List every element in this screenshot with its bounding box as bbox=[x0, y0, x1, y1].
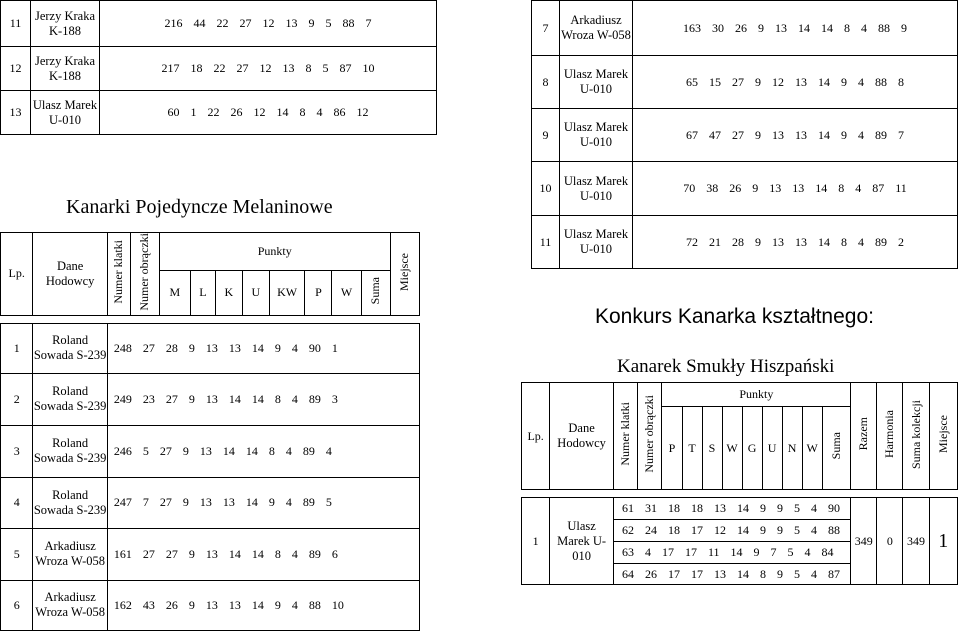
breeder-cell: Ulasz Marek U-010 bbox=[560, 109, 633, 162]
scores-cell: 70 38 26 9 13 13 14 8 4 87 11 bbox=[633, 162, 958, 216]
score-line: 63 4 17 17 11 14 9 7 5 4 84 bbox=[614, 542, 850, 564]
p-header: P bbox=[662, 407, 682, 490]
breeder-cell: Roland Sowada S-239 bbox=[33, 425, 108, 477]
ring-number-header: Numer obrączki bbox=[638, 383, 662, 490]
header-row bbox=[1, 233, 420, 271]
collection-sum-cell: 349 bbox=[903, 498, 929, 585]
m-header: M bbox=[159, 271, 190, 315]
breeder-cell: Roland Sowada S-239 bbox=[33, 323, 108, 373]
l-header: L bbox=[191, 271, 216, 315]
s-header: S bbox=[702, 407, 722, 490]
scores-cell: 67 47 27 9 13 13 14 9 4 89 7 bbox=[633, 109, 958, 162]
score-line: 64 26 17 17 13 14 8 9 5 4 87 bbox=[621, 567, 840, 581]
breeder-cell: Arkadiusz Wroza W-058 bbox=[560, 1, 633, 56]
breeder-cell: Roland Sowada S-239 bbox=[33, 477, 108, 528]
lp-cell: 2 bbox=[1, 373, 33, 425]
table-row bbox=[1, 425, 420, 477]
scores-cell: 161 27 27 9 13 14 14 8 4 89 6 bbox=[107, 528, 419, 580]
p-header: P bbox=[305, 271, 332, 315]
lp-cell: 1 bbox=[1, 323, 33, 373]
breeder-cell: Ulasz Marek U-010 bbox=[560, 216, 633, 269]
lp-cell: 3 bbox=[1, 425, 33, 477]
scores-cell: 162 43 26 9 13 13 14 9 4 88 10 bbox=[107, 580, 419, 630]
n-header: N bbox=[782, 407, 802, 490]
scores-cell: 65 15 27 9 12 13 14 9 4 88 8 bbox=[633, 56, 958, 109]
scores-cell: 246 5 27 9 13 14 14 8 4 89 4 bbox=[107, 425, 419, 477]
breeder-cell: Ulasz Marek U-010 bbox=[31, 91, 100, 135]
lp-cell: 8 bbox=[532, 56, 560, 109]
lp-cell: 12 bbox=[1, 47, 31, 91]
melanin-section-title: Kanarki Pojedyncze Melaninowe bbox=[66, 196, 333, 218]
contest-title: Konkurs Kanarka kształtnego: bbox=[595, 305, 874, 328]
place-cell: 1 bbox=[929, 498, 957, 585]
lp-cell: 9 bbox=[532, 109, 560, 162]
contest-table bbox=[521, 382, 958, 585]
table-row bbox=[1, 477, 420, 528]
total-header: Razem bbox=[851, 383, 877, 490]
harmony-cell: 0 bbox=[877, 498, 903, 585]
table-row bbox=[532, 162, 958, 216]
scores-cell: 217 18 22 27 12 13 8 5 87 10 bbox=[100, 47, 437, 91]
table-row bbox=[1, 91, 437, 135]
breeder-cell: Arkadiusz Wroza W-058 bbox=[33, 528, 108, 580]
breeder-cell: Ulasz Marek U-010 bbox=[550, 498, 614, 585]
breeder-cell: Arkadiusz Wroza W-058 bbox=[33, 580, 108, 630]
points-header: Punkty bbox=[662, 383, 851, 407]
lp-cell: 13 bbox=[1, 91, 31, 135]
table-row bbox=[1, 47, 437, 91]
scores-cell: 60 1 22 26 12 14 8 4 86 12 bbox=[100, 91, 437, 135]
u-header: U bbox=[762, 407, 782, 490]
lp-cell: 11 bbox=[1, 1, 31, 47]
scores-cell: 216 44 22 27 12 13 9 5 88 7 bbox=[100, 1, 437, 47]
table-row bbox=[532, 56, 958, 109]
table-row bbox=[522, 498, 958, 585]
melanin-table bbox=[0, 232, 420, 631]
header-row bbox=[522, 383, 958, 407]
score-line: 62 24 18 17 12 14 9 9 5 4 88 bbox=[614, 520, 850, 542]
k-header: K bbox=[215, 271, 242, 315]
cage-number-header: Numer klatki bbox=[613, 383, 637, 490]
breeder-cell: Jerzy Kraka K-188 bbox=[31, 1, 100, 47]
table-row bbox=[1, 528, 420, 580]
scores-cell: 248 27 28 9 13 13 14 9 4 90 1 bbox=[107, 323, 419, 373]
t-header: T bbox=[682, 407, 702, 490]
table-row bbox=[1, 580, 420, 630]
harmony-header: Harmonia bbox=[877, 383, 903, 490]
collection-sum-header: Suma kolekcji bbox=[903, 383, 929, 490]
scores-cell: 163 30 26 9 13 14 14 8 4 88 9 bbox=[633, 1, 958, 56]
lp-cell: 11 bbox=[532, 216, 560, 269]
lp-header: Lp. bbox=[1, 233, 33, 316]
ring-number-header: Numer obrączki bbox=[130, 233, 159, 316]
table-row bbox=[1, 323, 420, 373]
breeder-header: Dane Hodowcy bbox=[550, 383, 614, 490]
g-header: G bbox=[742, 407, 762, 490]
w-header: W bbox=[722, 407, 742, 490]
lp-cell: 5 bbox=[1, 528, 33, 580]
table-row bbox=[532, 109, 958, 162]
kw-header: KW bbox=[269, 271, 305, 315]
lp-cell: 4 bbox=[1, 477, 33, 528]
sum-header: Suma bbox=[822, 407, 851, 490]
total-cell: 349 bbox=[851, 498, 877, 585]
scores-cell: 247 7 27 9 13 13 14 9 4 89 5 bbox=[107, 477, 419, 528]
top-left-table bbox=[0, 0, 437, 135]
lp-cell: 7 bbox=[532, 1, 560, 56]
top-right-table bbox=[531, 0, 958, 269]
table-row bbox=[532, 1, 958, 56]
table-row bbox=[532, 216, 958, 269]
scores-cell: 249 23 27 9 13 14 14 8 4 89 3 bbox=[107, 373, 419, 425]
scores-block bbox=[613, 498, 850, 585]
place-header: Miejsce bbox=[390, 233, 419, 316]
contest-subtitle: Kanarek Smukły Hiszpański bbox=[617, 356, 835, 377]
breeder-cell: Ulasz Marek U-010 bbox=[560, 162, 633, 216]
points-header: Punkty bbox=[159, 233, 390, 271]
cage-number-header: Numer klatki bbox=[107, 233, 130, 316]
lp-header: Lp. bbox=[522, 383, 550, 490]
sum-header: Suma bbox=[361, 271, 390, 315]
lp-cell: 10 bbox=[532, 162, 560, 216]
u-header: U bbox=[242, 271, 269, 315]
score-line: 61 31 18 18 13 14 9 9 5 4 90 bbox=[614, 498, 850, 520]
breeder-cell: Roland Sowada S-239 bbox=[33, 373, 108, 425]
lp-cell: 1 bbox=[522, 498, 550, 585]
table-row bbox=[1, 373, 420, 425]
w2-header: W bbox=[802, 407, 822, 490]
place-header: Miejsce bbox=[929, 383, 957, 490]
table-row bbox=[1, 1, 437, 47]
breeder-header: Dane Hodowcy bbox=[33, 233, 108, 316]
scores-cell: 72 21 28 9 13 13 14 8 4 89 2 bbox=[633, 216, 958, 269]
breeder-cell: Jerzy Kraka K-188 bbox=[31, 47, 100, 91]
lp-cell: 6 bbox=[1, 580, 33, 630]
breeder-cell: Ulasz Marek U-010 bbox=[560, 56, 633, 109]
w-header: W bbox=[332, 271, 361, 315]
